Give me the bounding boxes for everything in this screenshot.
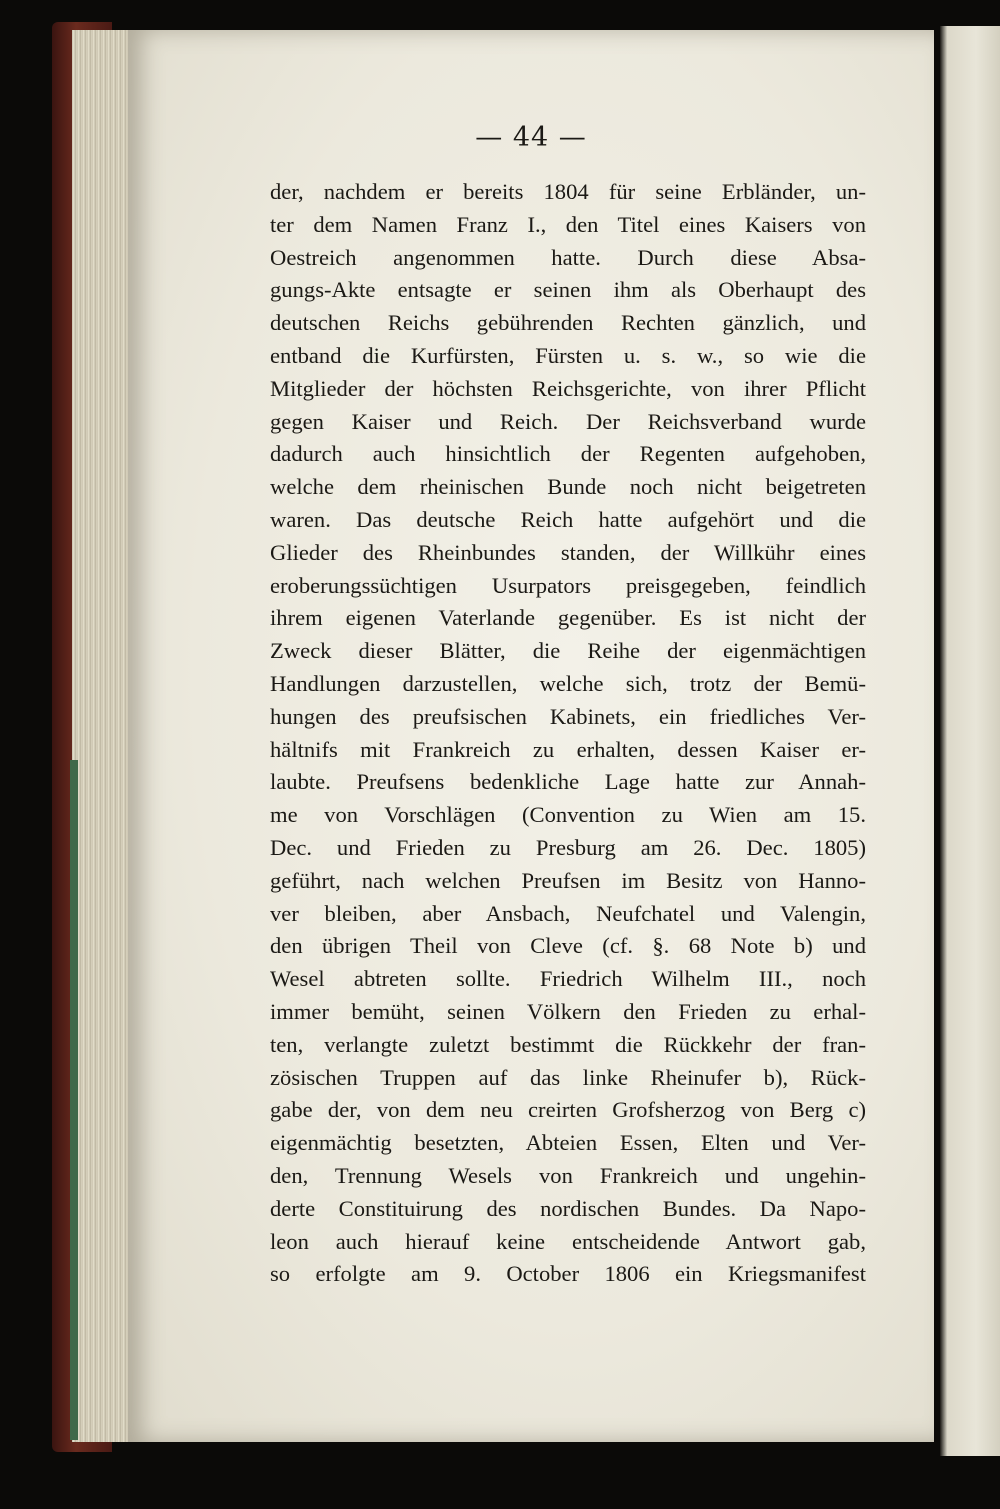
text-line: Mitglieder der höchsten Reichsgerichte, von ihrer Pflicht bbox=[270, 375, 866, 401]
text-line: Glieder des Rheinbundes standen, der Willkühr eines bbox=[270, 539, 866, 565]
endpaper-edge bbox=[70, 760, 78, 1440]
text-line: waren. Das deutsche Reich hatte aufgehört und die bbox=[270, 506, 866, 532]
text-line: hältnifs mit Frankreich zu erhalten, dessen Kaiser er- bbox=[270, 736, 866, 762]
text-line: gabe der, von dem neu creirten Grofsherzog von Berg c) bbox=[270, 1097, 866, 1123]
text-line: immer bemüht, seinen Völkern den Frieden zu erhal- bbox=[270, 998, 866, 1024]
text-line: Handlungen darzustellen, welche sich, trotz der Bemü- bbox=[270, 670, 866, 696]
text-line: so erfolgte am 9. October 1806 ein Kriegsmanifest bbox=[270, 1261, 866, 1287]
text-line: geführt, nach welchen Preufsen im Besitz von Hanno- bbox=[270, 867, 866, 893]
text-line: Zweck dieser Blätter, die Reihe der eigenmächtigen bbox=[270, 638, 866, 664]
text-line: ver bleiben, aber Ansbach, Neufchatel und Valengin, bbox=[270, 900, 866, 926]
text-line: der, nachdem er bereits 1804 für seine Erbländer, un- bbox=[270, 179, 866, 204]
text-line: leon auch hierauf keine entscheidende Antwort gab, bbox=[270, 1228, 866, 1254]
text-line: gungs-Akte entsagte er seinen ihm als Oberhaupt des bbox=[270, 277, 866, 303]
text-line: ihrem eigenen Vaterlande gegenüber. Es ist nicht der bbox=[270, 605, 866, 631]
text-line: welche dem rheinischen Bunde noch nicht beigetreten bbox=[270, 474, 866, 500]
text-line: ten, verlangte zuletzt bestimmt die Rückkehr der fran- bbox=[270, 1031, 866, 1057]
text-line: Dec. und Frieden zu Presburg am 26. Dec. 1805) bbox=[270, 834, 866, 860]
text-line: Oestreich angenommen hatte. Durch diese Absa- bbox=[270, 244, 866, 270]
text-line: den übrigen Theil von Cleve (cf. §. 68 Note b) und bbox=[270, 933, 866, 959]
body-text bbox=[270, 176, 866, 1291]
facing-page-edge bbox=[940, 26, 1000, 1456]
text-line: derte Constituirung des nordischen Bundes. Da Napo- bbox=[270, 1195, 866, 1221]
text-line: laubte. Preufsens bedenkliche Lage hatte zur Annah- bbox=[270, 769, 866, 795]
text-line: Wesel abtreten sollte. Friedrich Wilhelm III., noch bbox=[270, 966, 866, 992]
text-line: dadurch auch hinsichtlich der Regenten aufgehoben, bbox=[270, 441, 866, 467]
text-line: zösischen Truppen auf das linke Rheinufer b), Rück- bbox=[270, 1064, 866, 1090]
text-line: me von Vorschlägen (Convention zu Wien am 15. bbox=[270, 802, 866, 828]
text-line: eroberungssüchtigen Usurpators preisgegeben, feindlich bbox=[270, 572, 866, 598]
text-line: entband die Kurfürsten, Fürsten u. s. w., so wie die bbox=[270, 342, 866, 368]
text-line: gegen Kaiser und Reich. Der Reichsverband wurde bbox=[270, 408, 866, 434]
text-line: deutschen Reichs gebührenden Rechten gänzlich, und bbox=[270, 310, 866, 336]
text-line: ter dem Namen Franz I., den Titel eines Kaisers von bbox=[270, 211, 866, 237]
page-stack-edge bbox=[72, 30, 134, 1442]
text-line: den, Trennung Wesels von Frankreich und ungehin- bbox=[270, 1162, 866, 1188]
text-line: hungen des preufsischen Kabinets, ein friedliches Ver- bbox=[270, 703, 866, 729]
page-number: — 44 — bbox=[475, 122, 587, 153]
text-line: eigenmächtig besetzten, Abteien Essen, Elten und Ver- bbox=[270, 1130, 866, 1156]
